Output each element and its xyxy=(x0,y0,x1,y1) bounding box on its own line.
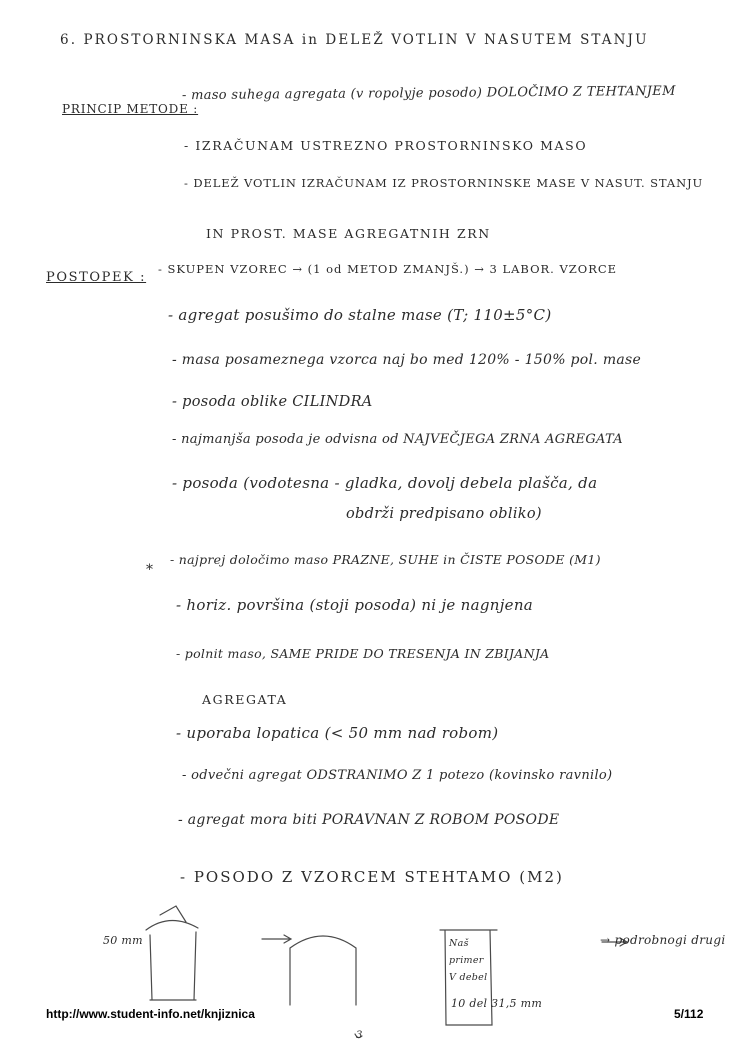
sketch-arrow-label: → podrobnogi drugi xyxy=(600,933,726,947)
principle-line-1: - maso suhega agregata (v ropolyje posodo) DOLOČIMO Z TEHTANJEM xyxy=(181,83,676,104)
procedure-star: * xyxy=(146,562,154,578)
scoop-left xyxy=(146,906,198,930)
procedure-line-13: - odvečni agregat ODSTRANIMO Z 1 potezo (kovinsko ravnilo) xyxy=(182,768,613,783)
cylinder-middle xyxy=(290,936,356,1005)
cylinder-left xyxy=(150,932,196,1000)
footer-mark: 3 xyxy=(356,1030,363,1041)
procedure-line-10: - polnit maso, SAME PRIDE DO TRESENJA IN ZBIJANJA xyxy=(176,646,550,661)
procedure-line-11: AGREGATA xyxy=(202,692,288,707)
procedure-line-14: - agregat mora biti PORAVNAN Z ROBOM POSODE xyxy=(178,812,560,828)
sketch-left-label: 50 mm xyxy=(103,934,143,947)
sketch-box-line-3: V debel xyxy=(449,972,488,983)
procedure-line-7: obdrži predpisano obliko) xyxy=(346,506,542,522)
principle-line-2: - IZRAČUNAM USTREZNO PROSTORNINSKO MASO xyxy=(184,138,588,153)
procedure-line-8: - najprej določimo maso PRAZNE, SUHE in ČISTE POSODE (M1) xyxy=(170,552,601,567)
procedure-line-2: - agregat posušimo do stalne mase (T; 110±5°C) xyxy=(168,306,552,324)
sketch-box-line-2: primer xyxy=(449,955,484,966)
procedure-line-6: - posoda (vodotesna - gladka, dovolj debela plašča, da xyxy=(172,474,598,492)
procedure-line-3: - masa posameznega vzorca naj bo med 120% - 150% pol. mase xyxy=(172,352,642,368)
procedure-line-5: - najmanjša posoda je odvisna od NAJVEČJEGA ZRNA AGREGATA xyxy=(172,432,623,447)
procedure-label: POSTOPEK : xyxy=(46,270,147,285)
sketch-box-line-4: 10 del 31,5 mm xyxy=(451,997,543,1010)
ruler-arrow xyxy=(262,935,291,943)
footer-url[interactable]: http://www.student-info.net/knjiznica xyxy=(46,1007,255,1021)
principle-label: PRINCIP METODE : xyxy=(62,102,199,116)
principle-line-3: - DELEŽ VOTLIN IZRAČUNAM IZ PROSTORNINSKE MASE V NASUT. STANJU xyxy=(184,176,704,190)
sketch-box-line-1: Naš xyxy=(449,938,469,949)
page-title: 6. PROSTORNINSKA MASA in DELEŽ VOTLIN V NASUTEM STANJU xyxy=(60,32,649,48)
procedure-line-15: - POSODO Z VZORCEM STEHTAMO (M2) xyxy=(180,868,564,886)
page-number: 5/112 xyxy=(674,1007,704,1021)
procedure-line-9: - horiz. površina (stoji posoda) ni je nagnjena xyxy=(176,596,534,614)
principle-line-4: IN PROST. MASE AGREGATNIH ZRN xyxy=(206,226,491,241)
procedure-line-4: - posoda oblike CILINDRA xyxy=(172,394,373,410)
procedure-line-1: - SKUPEN VZOREC → (1 od METOD ZMANJŠ.) → 3 LABOR. VZORCE xyxy=(158,262,618,276)
procedure-line-12: - uporaba lopatica (< 50 mm nad robom) xyxy=(176,724,499,742)
